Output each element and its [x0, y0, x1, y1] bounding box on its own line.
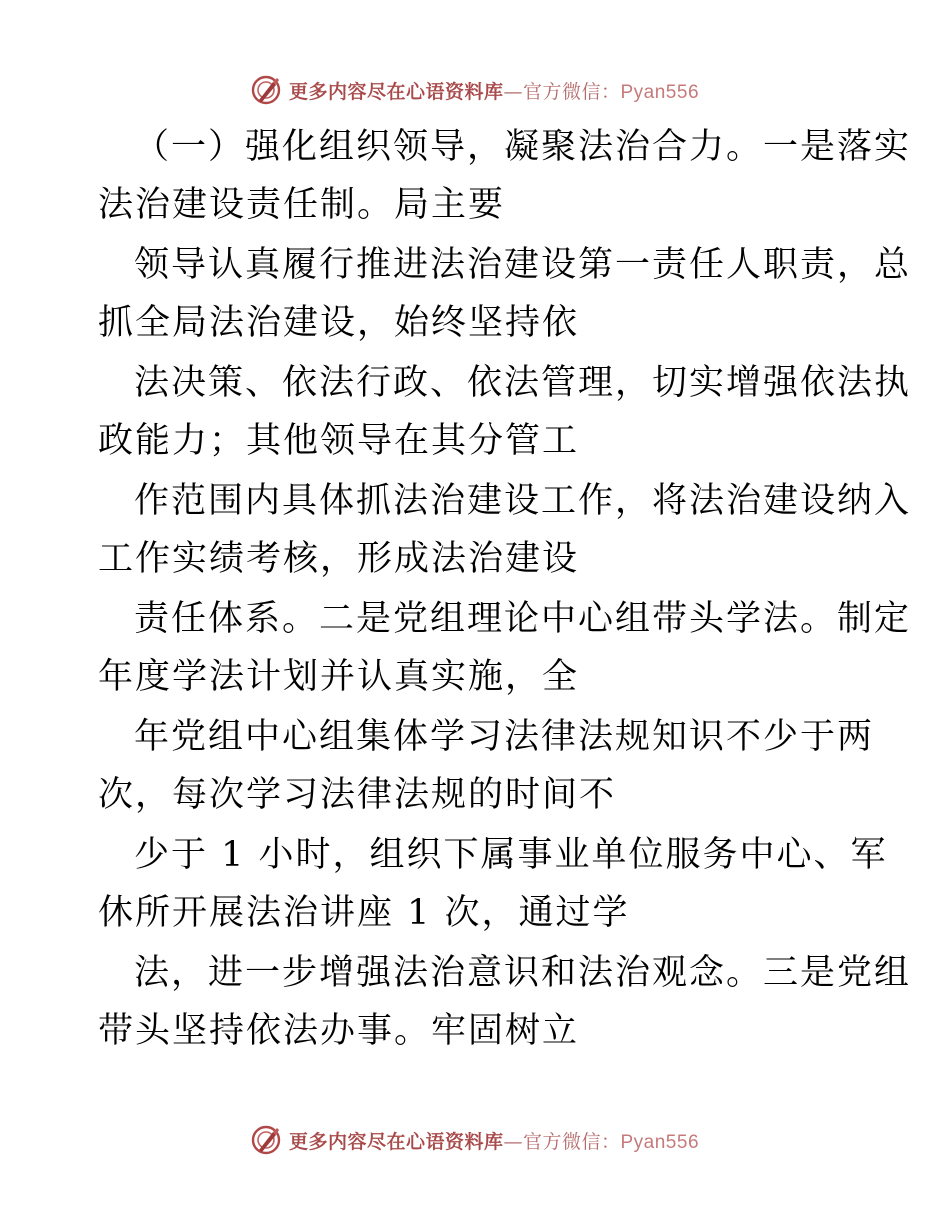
- watermark-wechat-id: Pyan556: [620, 1131, 700, 1153]
- paragraph-line: 政能力；其他领导在其分管工: [98, 421, 580, 461]
- header-watermark: [0, 72, 950, 108]
- paragraph-line: 作范围内具体抓法治建设工作，将法治建设纳入: [134, 481, 912, 521]
- footer-watermark: [0, 1122, 950, 1158]
- paragraph-line: 抓全局法治建设，始终坚持依: [98, 303, 580, 343]
- paragraph-line: 休所开展法治讲座 1 次，通过学: [98, 893, 630, 933]
- watermark-wechat-id: Pyan556: [620, 81, 700, 103]
- paragraph-line: 年度学法计划并认真实施，全: [98, 657, 580, 697]
- brand-logo-icon: [251, 1124, 283, 1156]
- paragraph-line: 少于 1 小时，组织下属事业单位服务中心、军: [134, 835, 888, 875]
- watermark-dash: —: [503, 80, 523, 103]
- watermark-dash: —: [503, 1130, 523, 1153]
- watermark-wechat-label: 官方微信：: [522, 80, 621, 103]
- paragraph-line: 法，进一步增强法治意识和法治观念。三是党组: [134, 953, 912, 993]
- paragraph-line: 责任体系。二是党组理论中心组带头学法。制定: [134, 599, 912, 639]
- paragraph-line: 法决策、依法行政、依法管理，切实增强依法执: [134, 363, 912, 403]
- watermark-text: 更多内容尽在心语资料库: [288, 1130, 504, 1153]
- paragraph-line: 工作实绩考核，形成法治建设: [98, 539, 580, 579]
- paragraph-line: 年党组中心组集体学习法律法规知识不少于两: [134, 717, 875, 757]
- paragraph-line: 法治建设责任制。局主要: [98, 185, 506, 225]
- watermark-text: 更多内容尽在心语资料库: [288, 80, 504, 103]
- paragraph-line: 带头坚持依法办事。牢固树立: [98, 1011, 580, 1051]
- paragraph-line: 领导认真履行推进法治建设第一责任人职责，总: [134, 245, 912, 285]
- paragraph-line: 次，每次学习法律法规的时间不: [98, 775, 617, 815]
- watermark-wechat-label: 官方微信：: [522, 1130, 621, 1153]
- paragraph-line: （一）强化组织领导，凝聚法治合力。一是落实: [134, 127, 912, 167]
- brand-logo-icon: [251, 74, 283, 106]
